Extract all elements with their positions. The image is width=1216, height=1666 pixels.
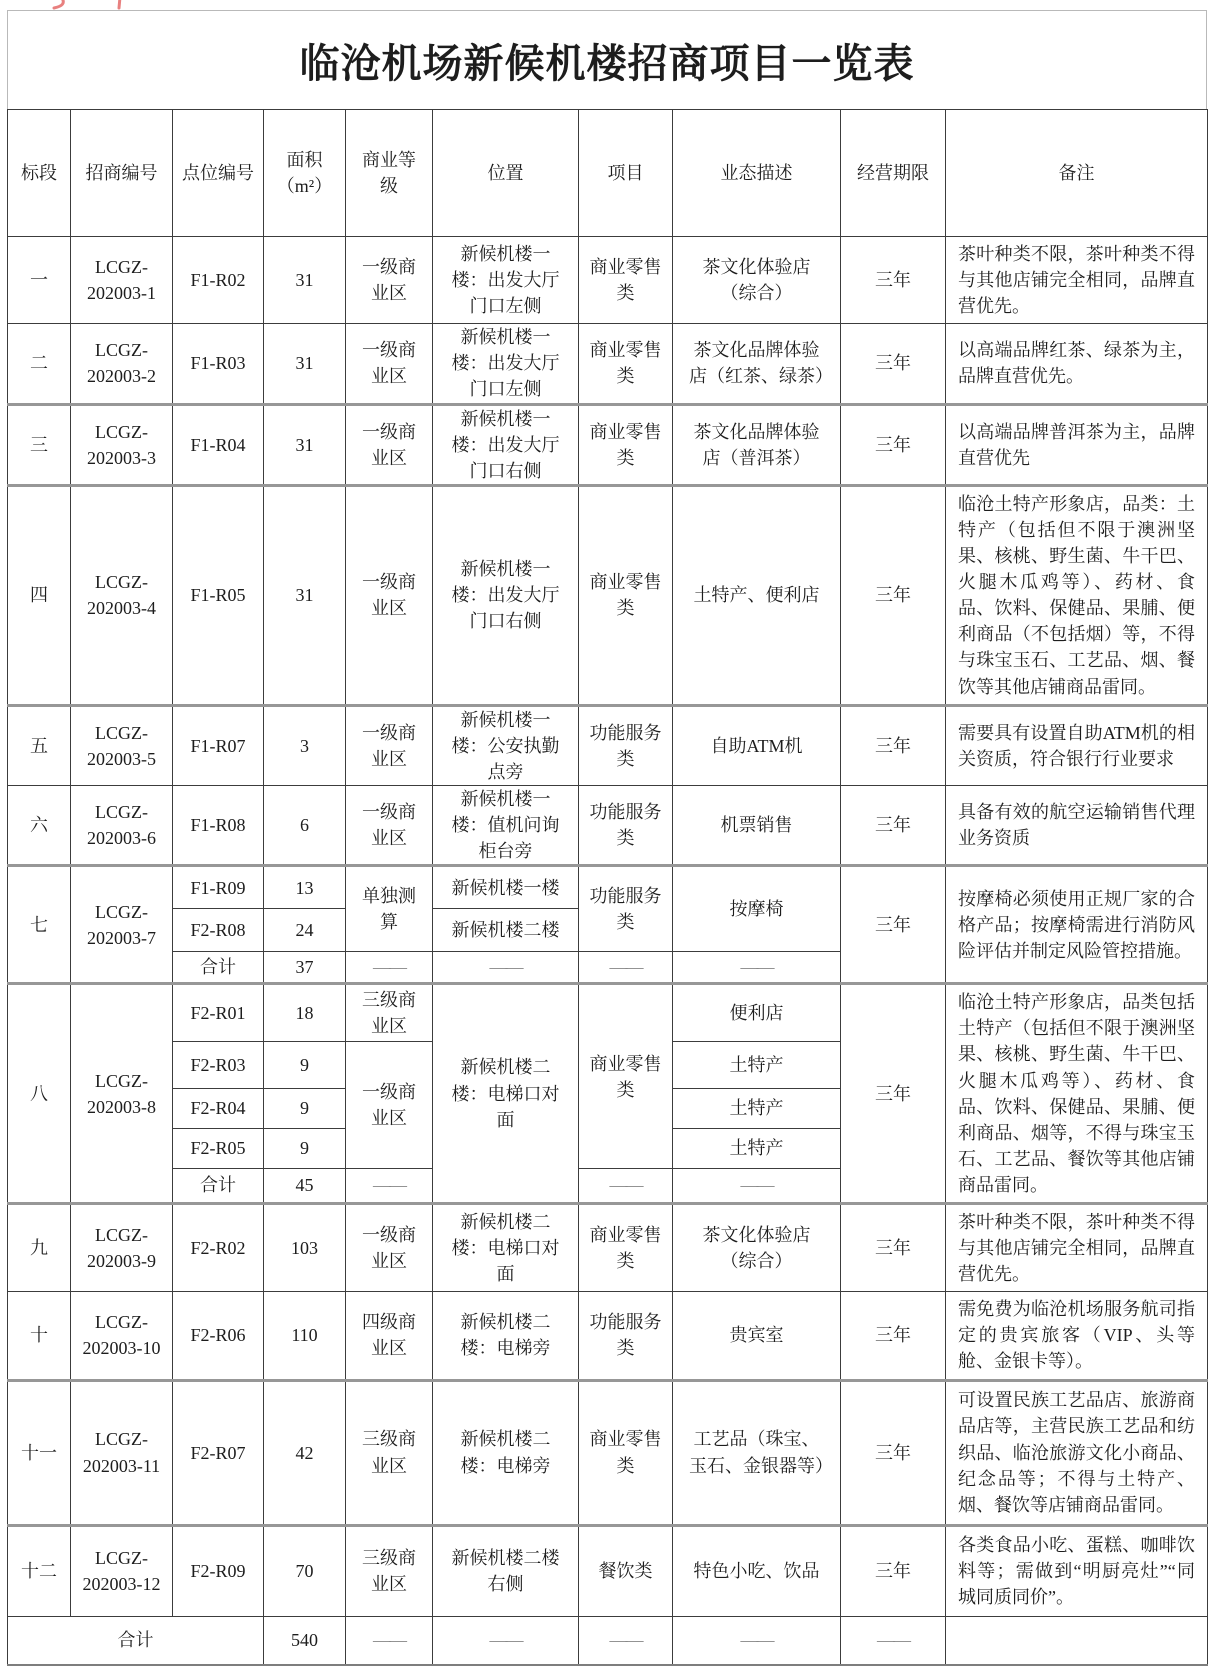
s4-project: 商业零售类 (579, 485, 673, 705)
s6-location: 新候机楼一楼：值机问询柜台旁 (433, 785, 579, 865)
s1-location: 新候机楼一楼：出发大厅门口左侧 (433, 237, 579, 324)
s8-area-3: 9 (264, 1089, 346, 1129)
s5-point: F1-R07 (173, 705, 264, 785)
table-row (8, 404, 1208, 485)
table-row (8, 1380, 1208, 1525)
grand-total-note-empty (946, 1616, 1208, 1665)
s2-term: 三年 (841, 324, 946, 404)
s7-area-2: 24 (264, 909, 346, 952)
s7-total-grade-dash: —— (346, 952, 433, 984)
grand-total-grade-dash: —— (346, 1616, 433, 1665)
s11-term: 三年 (841, 1380, 946, 1525)
table-row (8, 237, 1208, 324)
s10-location: 新候机楼二楼：电梯旁 (433, 1292, 579, 1380)
s11-location: 新候机楼二楼：电梯旁 (433, 1380, 579, 1525)
s5-term: 三年 (841, 705, 946, 785)
s6-grade: 一级商业区 (346, 785, 433, 865)
s7-total-project-dash: —— (579, 952, 673, 984)
s12-code: LCGZ-202003-12 (71, 1525, 173, 1616)
s4-business: 土特产、便利店 (673, 485, 841, 705)
col-header-point: 点位编号 (173, 110, 264, 237)
s8-area-4: 9 (264, 1129, 346, 1169)
s8-business-3: 土特产 (673, 1089, 841, 1129)
s8-point-2: F2-R03 (173, 1042, 264, 1089)
grand-total-location-dash: —— (433, 1616, 579, 1665)
s3-section: 三 (8, 404, 71, 485)
s2-code: LCGZ-202003-2 (71, 324, 173, 404)
s10-point: F2-R06 (173, 1292, 264, 1380)
grand-total-row (8, 1616, 1208, 1665)
s8-business-4: 土特产 (673, 1129, 841, 1169)
table-row (8, 984, 1208, 1042)
s7-total-location-dash: —— (433, 952, 579, 984)
s11-code: LCGZ-202003-11 (71, 1380, 173, 1525)
col-header-code: 招商编号 (71, 110, 173, 237)
s12-business: 特色小吃、饮品 (673, 1525, 841, 1616)
s4-code: LCGZ-202003-4 (71, 485, 173, 705)
s11-note: 可设置民族工艺品店、旅游商品店等，主营民族工艺品和纺织品、临沧旅游文化小商品、纪念品等；不得与土特产、烟、餐饮等店铺商品雷同。 (946, 1380, 1208, 1525)
col-header-remark: 备注 (946, 110, 1208, 237)
s12-note: 各类食品小吃、蛋糕、咖啡饮料等；需做到“明厨亮灶”“同城同质同价”。 (946, 1525, 1208, 1616)
s10-area: 110 (264, 1292, 346, 1380)
s9-section: 九 (8, 1204, 71, 1292)
s2-project: 商业零售类 (579, 324, 673, 404)
s9-point: F2-R02 (173, 1204, 264, 1292)
s7-area-1: 13 (264, 866, 346, 909)
s8-total-label: 合计 (173, 1169, 264, 1204)
s8-area-1: 18 (264, 984, 346, 1042)
s7-grade: 单独测算 (346, 866, 433, 952)
document-sheet (7, 10, 1207, 1666)
s3-business: 茶文化品牌体验店（普洱茶） (673, 404, 841, 485)
s9-code: LCGZ-202003-9 (71, 1204, 173, 1292)
s8-point-1: F2-R01 (173, 984, 264, 1042)
s5-grade: 一级商业区 (346, 705, 433, 785)
s12-grade: 三级商业区 (346, 1525, 433, 1616)
s8-project: 商业零售类 (579, 984, 673, 1169)
s2-point: F1-R03 (173, 324, 264, 404)
s5-area: 3 (264, 705, 346, 785)
s10-project: 功能服务类 (579, 1292, 673, 1380)
s7-location-2: 新候机楼二楼 (433, 909, 579, 952)
s2-business: 茶文化品牌体验店（红茶、绿茶） (673, 324, 841, 404)
s11-project: 商业零售类 (579, 1380, 673, 1525)
s1-grade: 一级商业区 (346, 237, 433, 324)
s4-grade: 一级商业区 (346, 485, 433, 705)
s4-term: 三年 (841, 485, 946, 705)
s9-term: 三年 (841, 1204, 946, 1292)
s8-note: 临沧土特产形象店，品类包括土特产（包括但不限于澳洲坚果、核桃、野生菌、牛干巴、火腿木瓜鸡等）、药材、食品、饮料、保健品、果脯、便利商品、烟等，不得与珠宝玉石、工艺品、餐饮等其他店铺商品雷同。 (946, 984, 1208, 1204)
red-pen-annotation-icon (48, 0, 148, 10)
s8-grade-1: 三级商业区 (346, 984, 433, 1042)
s7-term: 三年 (841, 866, 946, 984)
grand-total-term-dash: —— (841, 1616, 946, 1665)
s12-location: 新候机楼二楼右侧 (433, 1525, 579, 1616)
s5-business: 自助ATM机 (673, 705, 841, 785)
s1-business: 茶文化体验店（综合） (673, 237, 841, 324)
s10-section: 十 (8, 1292, 71, 1380)
s12-term: 三年 (841, 1525, 946, 1616)
s6-area: 6 (264, 785, 346, 865)
s10-code: LCGZ-202003-10 (71, 1292, 173, 1380)
s8-location: 新候机楼二楼：电梯口对面 (433, 984, 579, 1204)
table-row (8, 705, 1208, 785)
col-header-business: 业态描述 (673, 110, 841, 237)
s7-total-label: 合计 (173, 952, 264, 984)
table-row (8, 1525, 1208, 1616)
page-title: 临沧机场新候机楼招商项目一览表 (299, 40, 915, 86)
s8-total-area: 45 (264, 1169, 346, 1204)
s6-code: LCGZ-202003-6 (71, 785, 173, 865)
grand-total-business-dash: —— (673, 1616, 841, 1665)
s3-grade: 一级商业区 (346, 404, 433, 485)
table-row (8, 1292, 1208, 1380)
s5-location: 新候机楼一楼：公安执勤点旁 (433, 705, 579, 785)
col-header-grade: 商业等级 (346, 110, 433, 237)
s7-total-area: 37 (264, 952, 346, 984)
s7-location-1: 新候机楼一楼 (433, 866, 579, 909)
s7-point-1: F1-R09 (173, 866, 264, 909)
s6-term: 三年 (841, 785, 946, 865)
s8-term: 三年 (841, 984, 946, 1204)
s3-term: 三年 (841, 404, 946, 485)
s9-business: 茶文化体验店（综合） (673, 1204, 841, 1292)
s7-note: 按摩椅必须使用正规厂家的合格产品；按摩椅需进行消防风险评估并制定风险管控措施。 (946, 866, 1208, 984)
s5-section: 五 (8, 705, 71, 785)
s11-point: F2-R07 (173, 1380, 264, 1525)
s8-business-2: 土特产 (673, 1042, 841, 1089)
title-box (7, 10, 1207, 109)
s9-project: 商业零售类 (579, 1204, 673, 1292)
s11-grade: 三级商业区 (346, 1380, 433, 1525)
s8-total-project-dash: —— (579, 1169, 673, 1204)
s3-area: 31 (264, 404, 346, 485)
grand-total-label: 合计 (8, 1616, 264, 1665)
col-header-section: 标段 (8, 110, 71, 237)
s8-code: LCGZ-202003-8 (71, 984, 173, 1204)
s11-business: 工艺品（珠宝、玉石、金银器等） (673, 1380, 841, 1525)
s3-code: LCGZ-202003-3 (71, 404, 173, 485)
grand-total-area: 540 (264, 1616, 346, 1665)
s8-business-1: 便利店 (673, 984, 841, 1042)
col-header-area: 面积（m²） (264, 110, 346, 237)
s11-area: 42 (264, 1380, 346, 1525)
s3-location: 新候机楼一楼：出发大厅门口右侧 (433, 404, 579, 485)
col-header-term: 经营期限 (841, 110, 946, 237)
s5-project: 功能服务类 (579, 705, 673, 785)
s1-project: 商业零售类 (579, 237, 673, 324)
s4-note: 临沧土特产形象店，品类：土特产（包括但不限于澳洲坚果、核桃、野生菌、牛干巴、火腿木瓜鸡等）、药材、食品、饮料、保健品、果脯、便利商品（不包括烟）等，不得与珠宝玉石、工艺品、烟、餐饮等其他店铺商品雷同。 (946, 485, 1208, 705)
s8-area-2: 9 (264, 1042, 346, 1089)
table-row (8, 485, 1208, 705)
s3-note: 以高端品牌普洱茶为主，品牌直营优先 (946, 404, 1208, 485)
s10-note: 需免费为临沧机场服务航司指定的贵宾旅客（VIP、头等舱、金银卡等）。 (946, 1292, 1208, 1380)
s10-grade: 四级商业区 (346, 1292, 433, 1380)
s4-point: F1-R05 (173, 485, 264, 705)
s7-total-business-dash: —— (673, 952, 841, 984)
s6-business: 机票销售 (673, 785, 841, 865)
s8-grade-2: 一级商业区 (346, 1042, 433, 1169)
s6-project: 功能服务类 (579, 785, 673, 865)
s2-area: 31 (264, 324, 346, 404)
col-header-project: 项目 (579, 110, 673, 237)
s11-section: 十一 (8, 1380, 71, 1525)
s1-point: F1-R02 (173, 237, 264, 324)
s1-code: LCGZ-202003-1 (71, 237, 173, 324)
project-table (7, 109, 1208, 1666)
s3-project: 商业零售类 (579, 404, 673, 485)
grand-total-project-dash: —— (579, 1616, 673, 1665)
s3-point: F1-R04 (173, 404, 264, 485)
s7-project: 功能服务类 (579, 866, 673, 952)
s6-point: F1-R08 (173, 785, 264, 865)
table-row (8, 866, 1208, 909)
s12-project: 餐饮类 (579, 1525, 673, 1616)
s9-note: 茶叶种类不限，茶叶种类不得与其他店铺完全相同，品牌直营优先。 (946, 1204, 1208, 1292)
s2-location: 新候机楼一楼：出发大厅门口左侧 (433, 324, 579, 404)
s2-grade: 一级商业区 (346, 324, 433, 404)
s6-note: 具备有效的航空运输销售代理业务资质 (946, 785, 1208, 865)
table-row (8, 324, 1208, 404)
s8-total-business-dash: —— (673, 1169, 841, 1204)
table-row (8, 785, 1208, 865)
col-header-location: 位置 (433, 110, 579, 237)
s8-point-4: F2-R05 (173, 1129, 264, 1169)
s9-location: 新候机楼二楼：电梯口对面 (433, 1204, 579, 1292)
s9-grade: 一级商业区 (346, 1204, 433, 1292)
s5-code: LCGZ-202003-5 (71, 705, 173, 785)
s7-point-2: F2-R08 (173, 909, 264, 952)
table-row (8, 1204, 1208, 1292)
s12-area: 70 (264, 1525, 346, 1616)
s4-section: 四 (8, 485, 71, 705)
s12-point: F2-R09 (173, 1525, 264, 1616)
s12-section: 十二 (8, 1525, 71, 1616)
s8-point-3: F2-R04 (173, 1089, 264, 1129)
s7-business: 按摩椅 (673, 866, 841, 952)
s7-code: LCGZ-202003-7 (71, 866, 173, 984)
s4-location: 新候机楼一楼：出发大厅门口右侧 (433, 485, 579, 705)
header-row (8, 110, 1208, 237)
s1-section: 一 (8, 237, 71, 324)
s8-section: 八 (8, 984, 71, 1204)
s5-note: 需要具有设置自助ATM机的相关资质，符合银行行业要求 (946, 705, 1208, 785)
s8-total-grade-dash: —— (346, 1169, 433, 1204)
s6-section: 六 (8, 785, 71, 865)
s1-note: 茶叶种类不限，茶叶种类不得与其他店铺完全相同，品牌直营优先。 (946, 237, 1208, 324)
s2-section: 二 (8, 324, 71, 404)
s10-term: 三年 (841, 1292, 946, 1380)
s9-area: 103 (264, 1204, 346, 1292)
s10-business: 贵宾室 (673, 1292, 841, 1380)
s1-area: 31 (264, 237, 346, 324)
s1-term: 三年 (841, 237, 946, 324)
s4-area: 31 (264, 485, 346, 705)
s2-note: 以高端品牌红茶、绿茶为主，品牌直营优先。 (946, 324, 1208, 404)
s7-section: 七 (8, 866, 71, 984)
